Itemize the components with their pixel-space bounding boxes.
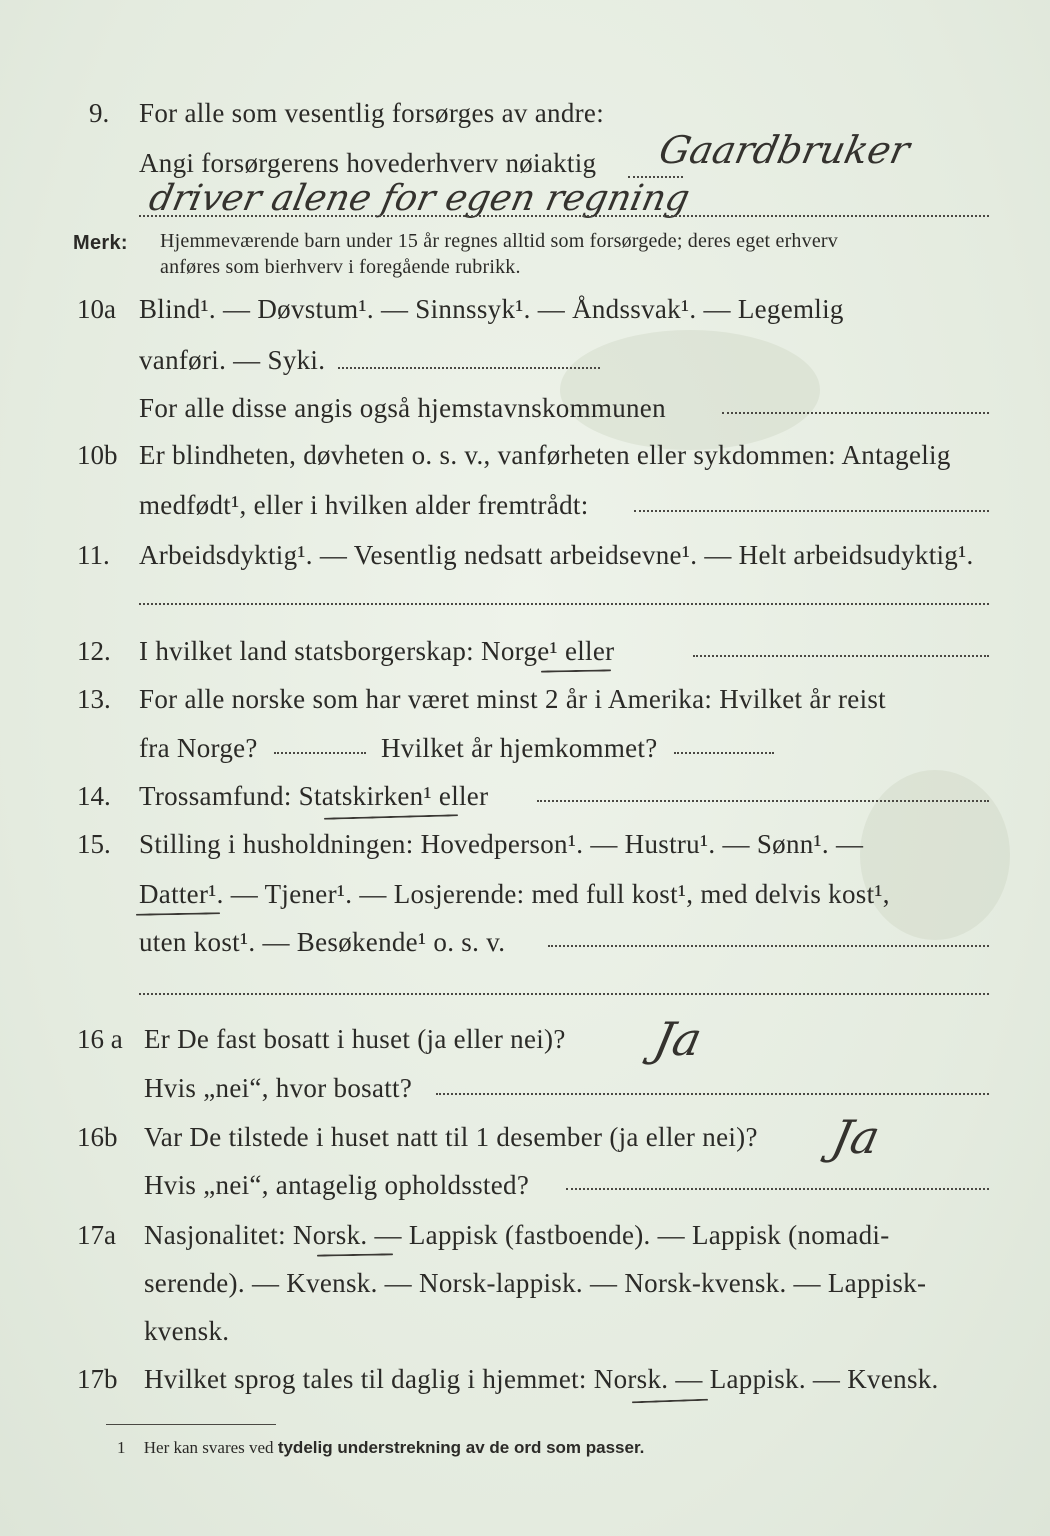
q16a-text: Hvis „nei“, hvor bosatt? bbox=[144, 1073, 413, 1103]
q17b-text: Hvilket sprog tales til daglig i hjemmet: Norsk. — Lappisk. — Kvensk. bbox=[144, 1364, 939, 1394]
handwritten-answer: Ja bbox=[649, 1012, 707, 1066]
paper-stain bbox=[860, 770, 1010, 940]
paper-stain bbox=[560, 330, 820, 450]
answer-line bbox=[436, 1093, 989, 1095]
underline-mark bbox=[324, 814, 458, 820]
q13-text: Hvilket år hjemkommet? bbox=[381, 733, 658, 763]
footnote-text-bold: tydelig understrekning av de ord som passer. bbox=[277, 1438, 645, 1457]
underline-mark bbox=[541, 669, 611, 672]
footnote-text: Her kan svares ved bbox=[143, 1438, 274, 1457]
q17a-text: serende). — Kvensk. — Norsk-lappisk. — Norsk-kvensk. — Lappisk- bbox=[144, 1268, 927, 1298]
question-number: 16 a bbox=[77, 1024, 123, 1054]
note-text: Hjemmeværende barn under 15 år regnes alltid som forsørgede; deres eget erhverv bbox=[160, 230, 838, 252]
underline-mark bbox=[317, 1253, 393, 1256]
answer-line bbox=[338, 367, 600, 369]
q12-text: I hvilket land statsborgerskap: Norge¹ eller bbox=[139, 636, 615, 666]
q17a-text: Nasjonalitet: Norsk. — Lappisk (fastboende). — Lappisk (nomadi- bbox=[144, 1220, 890, 1250]
q11-text: Arbeidsdyktig¹. — Vesentlig nedsatt arbeidsevne¹. — Helt arbeidsudyktig¹. bbox=[139, 540, 974, 570]
answer-line bbox=[139, 993, 989, 995]
question-number: 13. bbox=[77, 684, 111, 714]
q9-text: Angi forsørgerens hovederhverv nøiaktig bbox=[139, 148, 597, 178]
q9-text: For alle som vesentlig forsørges av andre: bbox=[139, 98, 604, 128]
answer-line bbox=[537, 800, 989, 802]
question-number: 10a bbox=[77, 294, 116, 324]
q15-text: Datter¹. — Tjener¹. — Losjerende: med full kost¹, med delvis kost¹, bbox=[139, 879, 890, 909]
question-number: 17a bbox=[77, 1220, 116, 1250]
handwritten-answer: Ja bbox=[827, 1110, 885, 1164]
q15-text: Stilling i husholdningen: Hovedperson¹. — Hustru¹. — Sønn¹. — bbox=[139, 829, 864, 859]
answer-line bbox=[566, 1188, 989, 1190]
underline-mark bbox=[632, 1399, 708, 1404]
handwritten-answer: Gaardbruker bbox=[655, 128, 914, 172]
footnote-rule bbox=[106, 1424, 276, 1425]
footnote bbox=[117, 1438, 644, 1458]
question-number: 11. bbox=[77, 540, 110, 570]
q14-text: Trossamfund: Statskirken¹ eller bbox=[139, 781, 489, 811]
answer-line bbox=[674, 752, 774, 754]
q10a-text: For alle disse angis også hjemstavnskommunen bbox=[139, 393, 666, 423]
q16b-text: Var De tilstede i huset natt til 1 desember (ja eller nei)? bbox=[144, 1122, 758, 1152]
answer-line bbox=[548, 945, 989, 947]
q15-text: uten kost¹. — Besøkende¹ o. s. v. bbox=[139, 927, 506, 957]
footnote-mark: 1 bbox=[117, 1438, 126, 1457]
question-number: 17b bbox=[77, 1364, 118, 1394]
handwritten-answer: driver alene for egen regning bbox=[145, 178, 694, 219]
question-number: 10b bbox=[77, 440, 118, 470]
q10b-text: Er blindheten, døvheten o. s. v., vanførheten eller sykdommen: Antagelig bbox=[139, 440, 951, 470]
answer-line bbox=[634, 510, 989, 512]
question-number: 9. bbox=[89, 98, 110, 128]
answer-line bbox=[693, 655, 989, 657]
question-number: 12. bbox=[77, 636, 111, 666]
answer-line bbox=[274, 752, 366, 754]
answer-line bbox=[722, 412, 989, 414]
answer-line bbox=[139, 603, 989, 605]
q16a-text: Er De fast bosatt i huset (ja eller nei)? bbox=[144, 1024, 566, 1054]
q10b-text: medfødt¹, eller i hvilken alder fremtrådt: bbox=[139, 490, 589, 520]
q13-text: fra Norge? bbox=[139, 733, 258, 763]
q17a-text: kvensk. bbox=[144, 1316, 230, 1346]
underline-mark bbox=[136, 912, 220, 915]
answer-line bbox=[139, 215, 989, 217]
q10a-text: vanføri. — Syki. bbox=[139, 345, 326, 375]
question-number: 16b bbox=[77, 1122, 118, 1152]
q16b-text: Hvis „nei“, antagelig opholdssted? bbox=[144, 1170, 530, 1200]
q13-text: For alle norske som har været minst 2 år i Amerika: Hvilket år reist bbox=[139, 684, 886, 714]
question-number: 15. bbox=[77, 829, 111, 859]
note-text: anføres som bierhverv i foregående rubrikk. bbox=[160, 256, 521, 278]
q10a-text: Blind¹. — Døvstum¹. — Sinnssyk¹. — Åndssvak¹. — Legemlig bbox=[139, 294, 844, 324]
note-label: Merk: bbox=[73, 232, 128, 254]
question-number: 14. bbox=[77, 781, 111, 811]
